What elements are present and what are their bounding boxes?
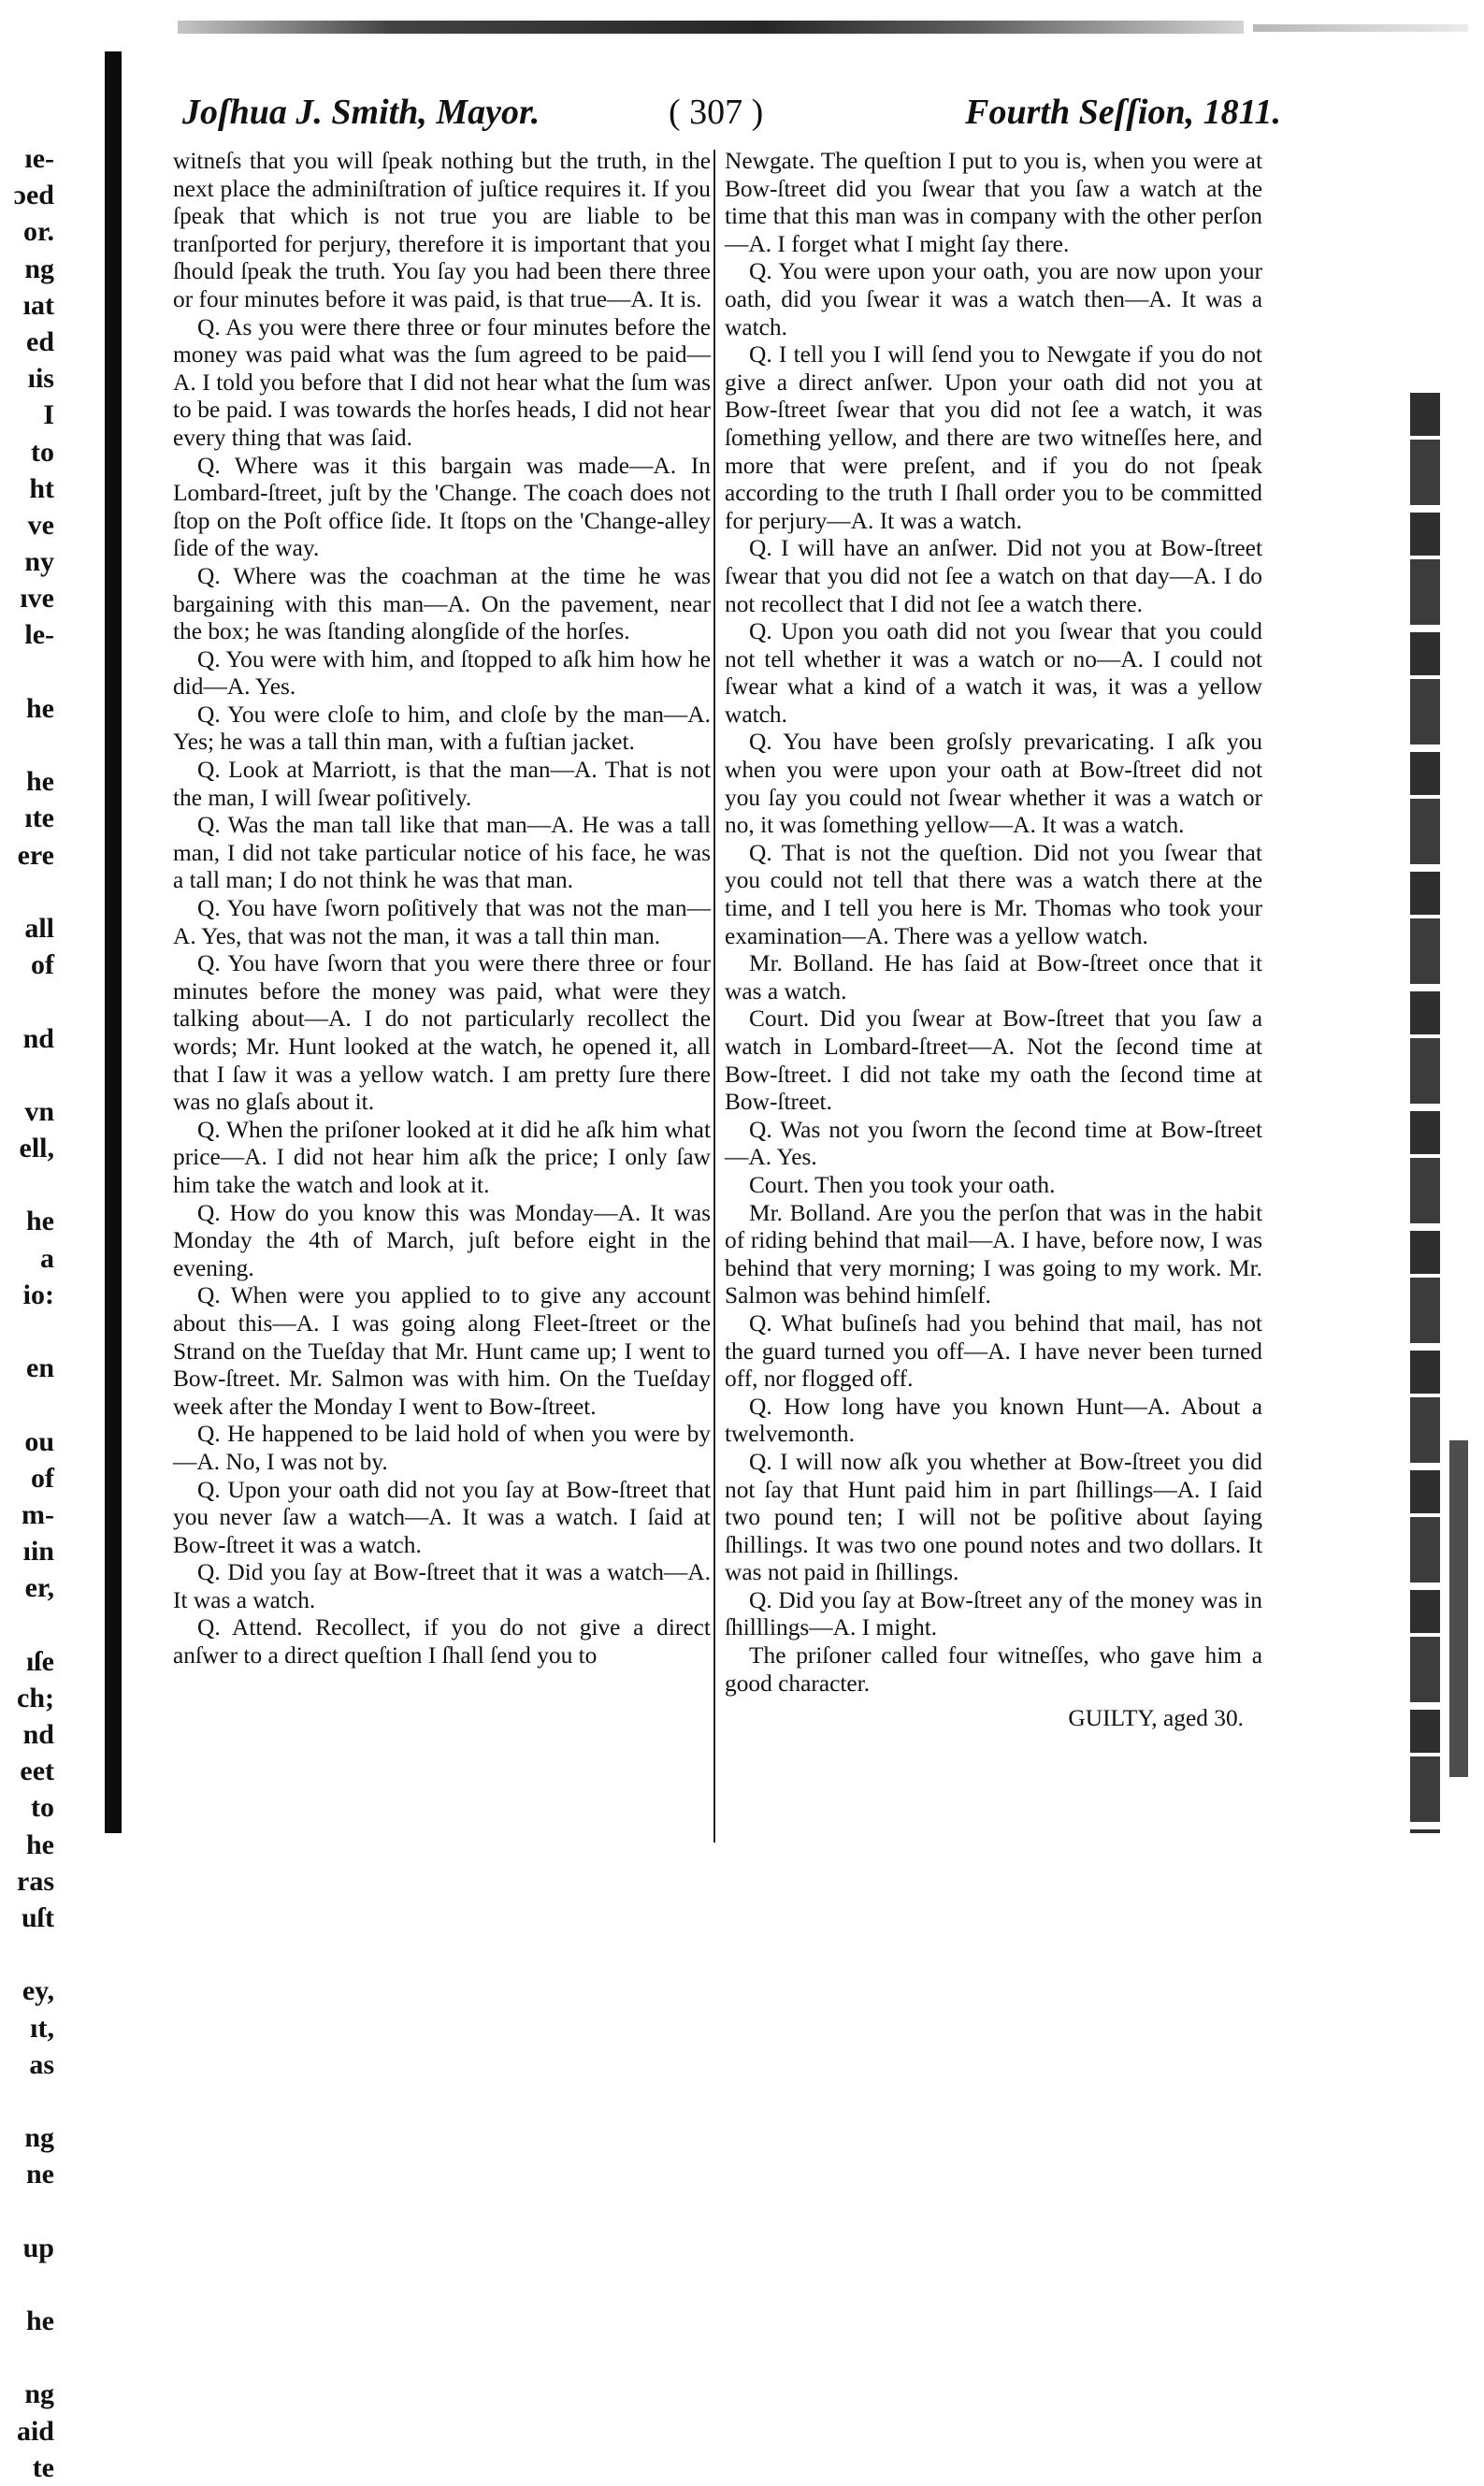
- margin-fragment: he: [26, 766, 54, 798]
- margin-fragment: ng: [24, 2122, 54, 2154]
- testimony-paragraph: Mr. Bolland. Are you the perſon that was in the habit of riding behind that mail—A. I have, before now, I was behind that very morning; I was going to my work. Mr. Salmon was behind himſelf.: [725, 1199, 1262, 1309]
- header-session: Fourth Seſſion, 1811.: [965, 93, 1281, 132]
- margin-fragment: nd: [22, 1719, 54, 1751]
- testimony-paragraph: Q. Was the man tall like that man—A. He was a tall man, I did not take particular notice of his face, he was a tall man; I do not think he was that man.: [173, 812, 711, 894]
- verdict: GUILTY, aged 30.: [1068, 1705, 1244, 1732]
- margin-fragment: to: [31, 1792, 54, 1824]
- margin-fragment: io:: [22, 1279, 54, 1310]
- testimony-paragraph: Q. Where was the coachman at the time he was bargaining with this man—A. On the pavement, near the box; he was ſtanding alongſide of the horſes.: [173, 562, 711, 645]
- margin-fragment: eet: [20, 1756, 54, 1787]
- margin-fragment: le-: [24, 619, 54, 651]
- margin-fragment: ıve: [20, 583, 54, 614]
- margin-fragment: [0, 1057, 58, 1093]
- testimony-paragraph: Q. Did you ſay at Bow-ſtreet any of the money was in ſhilllings—A. I might.: [725, 1586, 1262, 1641]
- testimony-paragraph: Q. He happened to be laid hold of when you were by—A. No, I was not by.: [173, 1421, 711, 1475]
- margin-fragment: up: [22, 2232, 54, 2263]
- testimony-paragraph: Mr. Bolland. He has ſaid at Bow-ſtreet once that it was a watch.: [725, 950, 1262, 1005]
- binding-gutter-shadow: [105, 51, 122, 1833]
- testimony-paragraph: Q. How long have you known Hunt—A. About a twelvemonth.: [725, 1393, 1262, 1448]
- testimony-paragraph: witneſs that you will ſpeak nothing but the truth, in the next place the adminiſtration of juſtice requires it. If you ſpeak that which is not true you are liable to be tranſported for perjury, therefore it is important that you ſhould ſpeak the truth. You ſay you had been there three or four minutes before it was paid, is that true—A. It is.: [173, 148, 711, 312]
- testimony-paragraph: Q. Look at Marriott, is that the man—A. That is not the man, I will ſwear poſitively.: [173, 757, 711, 811]
- margin-fragment: ny: [24, 546, 54, 578]
- margin-fragment: he: [26, 1206, 54, 1237]
- margin-fragment: [0, 2193, 58, 2230]
- margin-fragment: ıin: [22, 1536, 54, 1568]
- margin-fragment: en: [26, 1352, 54, 1384]
- testimony-paragraph: Q. Attend. Recollect, if you do not give a direct anſwer to a direct queſtion I ſhall ſend you to: [173, 1614, 711, 1669]
- testimony-paragraph: Q. I tell you I will ſend you to Newgate if you do not give a direct anſwer. Upon your oath did not you at Bow-ſtreet ſwear that you did not ſee a watch, it was ſomething yellow, and there are two witneſſes here, and more that were preſent, and if you do not ſpeak according to the truth I ſhall order you to be committed for perjury—A. It was a watch.: [725, 341, 1262, 534]
- page-number: ( 307 ): [669, 93, 764, 132]
- scan-edge-top: [178, 21, 1244, 34]
- margin-fragment: he: [26, 2305, 54, 2337]
- testimony-paragraph: Q. You were with him, and ſtopped to aſk him how he did—A. Yes.: [173, 645, 711, 701]
- testimony-paragraph: Q. Was not you ſworn the ſecond time at Bow-ſtreet—A. Yes.: [725, 1116, 1262, 1171]
- testimony-paragraph: Q. That is not the queſtion. Did not you ſwear that you could not tell that there was a watch there at the time, and I tell you here is Mr. Thomas who took your examination—A. There was a yellow watch.: [725, 839, 1262, 949]
- testimony-paragraph: Q. What buſineſs had you behind that mail, has not the guard turned you off—A. I have never been turned off, nor flogged off.: [725, 1309, 1262, 1393]
- testimony-paragraph: Q. You were upon your oath, you are now upon your oath, did you ſwear it was a watch then—A. It was a watch.: [725, 258, 1262, 340]
- margin-fragment: [0, 727, 58, 763]
- margin-fragment: vn: [24, 1095, 54, 1127]
- testimony-paragraph: Newgate. The queſtion I put to you is, when you were at Bow-ſtreet did you ſwear that you ſaw a watch at the time that this man was in company with the other perſon—A. I forget what I might ſay there.: [725, 148, 1262, 257]
- margin-fragment: as: [29, 2048, 54, 2080]
- margin-fragment: all: [24, 912, 54, 944]
- margin-fragment: uſt: [21, 1902, 54, 1933]
- margin-fragment: [0, 1386, 58, 1423]
- margin-fragment: [0, 2083, 58, 2119]
- testimony-paragraph: Q. I will have an anſwer. Did not you at Bow-ſtreet ſwear that you did not ſee a watch on that day—A. I do not recollect that I did not ſee a watch there.: [725, 535, 1262, 617]
- margin-fragment: ıis: [27, 363, 54, 395]
- margin-fragment: I: [43, 399, 54, 431]
- margin-fragment: nd: [22, 1022, 54, 1054]
- margin-fragment: ne: [26, 2159, 54, 2190]
- margin-fragment: of: [31, 949, 54, 981]
- margin-fragment: ere: [17, 839, 54, 871]
- margin-fragment: [0, 654, 58, 690]
- testimony-paragraph: Q. Did you ſay at Bow-ſtreet that it was a watch—A. It was a watch.: [173, 1559, 711, 1613]
- margin-fragment: a: [40, 1242, 54, 1274]
- column-divider: [713, 150, 715, 1843]
- testimony-paragraph: Q. I will now aſk you whether at Bow-ſtreet you did not ſay that Hunt paid him in part ſhillings—A. I ſaid two pound ten; I will not be poſitive about ſaying ſhillings. It was two one pound notes and two dollars. It was not paid in ſhillings.: [725, 1448, 1262, 1586]
- margin-fragment: ɔed: [13, 180, 54, 211]
- text-column-left: [173, 148, 711, 1670]
- testimony-paragraph: Q. How do you know this was Monday—A. It was Monday the 4th of March, juſt before eight in the evening.: [173, 1199, 711, 1281]
- margin-fragment: ıat: [22, 289, 54, 321]
- testimony-paragraph: Q. You have been groſsly prevaricating. I aſk you when you were upon your oath at Bow-ſtreet did not you ſay you could not ſwear whether it was a watch or no, it was ſomething yellow—A. It was a watch.: [725, 729, 1262, 839]
- margin-fragment: te: [32, 2451, 54, 2483]
- margin-fragment: ıſe: [26, 1645, 54, 1677]
- margin-fragment: ras: [17, 1865, 54, 1897]
- margin-fragment: ou: [24, 1425, 54, 1457]
- margin-fragment: [0, 1607, 58, 1643]
- margin-fragment: ch;: [17, 1682, 54, 1713]
- margin-fragment: ed: [26, 325, 54, 357]
- margin-fragment: he: [26, 692, 54, 724]
- testimony-paragraph: The priſoner called four witneſſes, who gave him a good character.: [725, 1642, 1262, 1697]
- margin-fragment: ve: [27, 509, 54, 541]
- margin-fragment: ey,: [22, 1975, 54, 2007]
- margin-fragment: [0, 1313, 58, 1350]
- testimony-paragraph: Q. When the priſoner looked at it did he aſk him what price—A. I did not hear him aſk the price; I only ſaw him take the watch and look at it.: [173, 1116, 711, 1198]
- margin-fragment: [0, 2266, 58, 2303]
- margin-fragment: or.: [22, 216, 54, 248]
- scan-edge-right: [1410, 393, 1440, 1833]
- margin-fragment: ell,: [19, 1133, 54, 1164]
- testimony-paragraph: Q. Where was it this bargain was made—A. In Lombard-ſtreet, juſt by the 'Change. The coach does not ſtop on the Poſt office ſide. It ſtops on the 'Change-alley ſide of the way.: [173, 452, 711, 562]
- previous-page-fragments: [0, 140, 58, 2483]
- margin-fragment: he: [26, 1828, 54, 1860]
- text-column-right: [725, 148, 1262, 1733]
- margin-fragment: [0, 2339, 58, 2376]
- page-header: [182, 92, 1281, 140]
- margin-fragment: ng: [24, 253, 54, 284]
- margin-fragment: ng: [24, 2378, 54, 2410]
- margin-fragment: to: [31, 436, 54, 468]
- scan-edge-top-right: [1253, 24, 1468, 32]
- testimony-paragraph: Q. You have ſworn that you were there three or four minutes before the money was paid, what were they talking about—A. I do not particularly recollect the words; Mr. Hunt looked at the watch, he opened it, all that I ſaw it was a yellow watch. I am pretty ſure there was no glaſs about it.: [173, 950, 711, 1116]
- testimony-paragraph: Court. Then you took your oath.: [749, 1171, 1056, 1198]
- margin-fragment: of: [31, 1462, 54, 1494]
- margin-fragment: er,: [24, 1572, 54, 1604]
- testimony-paragraph: Q. Upon you oath did not you ſwear that you could not tell whether it was a watch or no—A. I could not ſwear what a kind of a watch it was, it was a yellow watch.: [725, 618, 1262, 728]
- margin-fragment: ıt,: [30, 2012, 54, 2044]
- testimony-paragraph: Q. You were cloſe to him, and cloſe by the man—A. Yes; he was a tall thin man, with a fuſtian jacket.: [173, 701, 711, 756]
- testimony-paragraph: Court. Did you ſwear at Bow-ſtreet that you ſaw a watch in Lombard-ſtreet—A. Not the ſecond time at Bow-ſtreet. I did not take my oath the ſecond time at Bow-ſtreet.: [725, 1005, 1262, 1116]
- testimony-paragraph: Q. You have ſworn poſitively that was not the man—A. Yes, that was not the man, it was a tall thin man.: [173, 895, 711, 949]
- margin-fragment: m-: [22, 1498, 54, 1530]
- margin-fragment: ıe-: [24, 143, 54, 174]
- margin-fragment: [0, 1936, 58, 1973]
- margin-fragment: [0, 1166, 58, 1203]
- header-mayor: Joſhua J. Smith, Mayor.: [182, 93, 540, 132]
- margin-fragment: aid: [16, 2415, 54, 2447]
- testimony-paragraph: Q. Upon your oath did not you ſay at Bow-ſtreet that you never ſaw a watch—A. It was a watch. I ſaid at Bow-ſtreet it was a watch.: [173, 1476, 711, 1558]
- margin-fragment: [0, 874, 58, 910]
- margin-fragment: ht: [29, 472, 54, 504]
- margin-fragment: ıte: [24, 802, 54, 834]
- margin-fragment: [0, 983, 58, 1019]
- scan-edge-right-lower: [1449, 1440, 1468, 1777]
- testimony-paragraph: Q. As you were there three or four minutes before the money was paid what was the ſum agreed to be paid—A. I told you before that I did not hear what the ſum was to be paid. I was towards the horſes heads, I did not hear every thing that was ſaid.: [173, 313, 711, 451]
- testimony-paragraph: Q. When were you applied to to give any account about this—A. I was going along Fleet-ſtreet or the Strand on the Tueſday that Mr. Hunt came up; I went to Bow-ſtreet. Mr. Salmon was with him. On the Tueſday week after the Monday I went to Bow-ſtreet.: [173, 1282, 711, 1420]
